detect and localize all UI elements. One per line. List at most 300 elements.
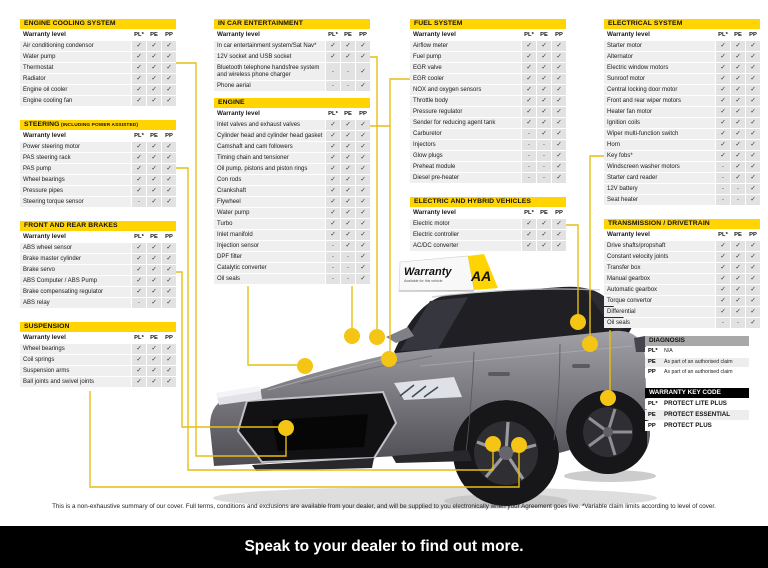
mark-cell: ✓ — [731, 296, 745, 306]
mark-cell: ✓ — [731, 63, 745, 73]
key-code-text: PROTECT PLUS — [664, 422, 712, 429]
row-label: Key fobs* — [604, 151, 715, 161]
column-header: PP — [552, 30, 566, 40]
table-row — [20, 265, 176, 275]
row-label: Con rods — [214, 175, 325, 185]
table-row — [604, 85, 760, 95]
row-label: Seat heater — [604, 195, 715, 205]
mark-cell: ✓ — [132, 52, 146, 62]
column-header: PP — [552, 208, 566, 218]
mark-cell: ✓ — [162, 265, 176, 275]
table-row — [214, 81, 370, 91]
mark-cell: ✓ — [552, 74, 566, 84]
table-row — [410, 74, 566, 84]
mark-cell: ✓ — [162, 186, 176, 196]
mark-cell: ✓ — [341, 186, 355, 196]
mark-cell: ✓ — [326, 164, 340, 174]
section-title-suffix: (INCLUDING POWER ASSISTED) — [59, 123, 139, 128]
mark-cell: ✓ — [552, 173, 566, 183]
callout-dot-front-wheel-a — [485, 436, 501, 452]
diagnosis-text: N/A — [664, 348, 673, 354]
column-header: PE — [147, 333, 161, 343]
mark-cell: ✓ — [552, 96, 566, 106]
mark-cell: ✓ — [746, 151, 760, 161]
mark-cell: ✓ — [132, 41, 146, 51]
mark-cell: ✓ — [731, 85, 745, 95]
mark-cell: ✓ — [326, 175, 340, 185]
mark-cell: ✓ — [716, 252, 730, 262]
row-label: Manual gearbox — [604, 274, 715, 284]
row-label: Electric window motors — [604, 63, 715, 73]
mark-cell: - — [716, 195, 730, 205]
row-label: Transfer box — [604, 263, 715, 273]
column-header: PE — [537, 208, 551, 218]
mark-cell: ✓ — [132, 74, 146, 84]
mark-cell: ✓ — [341, 219, 355, 229]
mark-cell: ✓ — [537, 85, 551, 95]
mark-cell: ✓ — [147, 41, 161, 51]
key-code-text: PROTECT LITE PLUS — [664, 400, 727, 407]
table-row — [410, 52, 566, 62]
mark-cell: - — [716, 184, 730, 194]
column-header: PE — [147, 232, 161, 242]
mark-cell: ✓ — [731, 140, 745, 150]
column-header: PP — [746, 30, 760, 40]
callout-line-fuel — [390, 79, 410, 352]
mark-cell: ✓ — [147, 265, 161, 275]
table-suspension — [20, 322, 176, 387]
warranty-level-label: Warranty level — [20, 333, 131, 343]
table-row — [410, 151, 566, 161]
warranty-level-label: Warranty level — [410, 208, 521, 218]
table-row — [20, 164, 176, 174]
column-header: PE — [731, 30, 745, 40]
mark-cell: ✓ — [746, 140, 760, 150]
table-row — [604, 285, 760, 295]
mark-cell: ✓ — [746, 252, 760, 262]
mark-cell: ✓ — [147, 197, 161, 207]
section-title: ENGINE COOLING SYSTEM — [20, 19, 176, 29]
mark-cell: ✓ — [132, 254, 146, 264]
table-row — [604, 296, 760, 306]
table-row — [604, 162, 760, 172]
callout-dot-hood-center — [381, 351, 397, 367]
mark-cell: ✓ — [162, 355, 176, 365]
column-header: PE — [341, 109, 355, 119]
table-row — [604, 195, 760, 205]
row-label: Carburetor — [410, 129, 521, 139]
mark-cell: ✓ — [731, 96, 745, 106]
row-label: Brake servo — [20, 265, 131, 275]
mark-cell: ✓ — [552, 219, 566, 229]
mark-cell: ✓ — [162, 377, 176, 387]
row-label: Brake master cylinder — [20, 254, 131, 264]
legend-code: PL* — [648, 401, 658, 407]
table-row — [214, 186, 370, 196]
mark-cell: - — [522, 173, 536, 183]
mark-cell: ✓ — [731, 307, 745, 317]
table-row — [604, 96, 760, 106]
mark-cell: ✓ — [162, 52, 176, 62]
table-row — [604, 129, 760, 139]
warranty-level-label: Warranty level — [410, 30, 521, 40]
row-label: Camshaft and cam followers — [214, 142, 325, 152]
row-label: Torque convertor — [604, 296, 715, 306]
cta-text: Speak to your dealer to find out more. — [244, 538, 524, 555]
table-row — [604, 307, 760, 317]
column-header: PL* — [716, 230, 730, 240]
column-header: PP — [162, 30, 176, 40]
table-row — [20, 366, 176, 376]
mark-cell: - — [716, 318, 730, 328]
mark-cell: ✓ — [746, 96, 760, 106]
row-label: Oil pump, pistons and piston rings — [214, 164, 325, 174]
section-title: SUSPENSION — [20, 322, 176, 332]
table-head-row — [410, 30, 566, 40]
section-title: IN CAR ENTERTAINMENT — [214, 19, 370, 29]
legend-code: PE — [648, 412, 656, 418]
mark-cell: ✓ — [537, 63, 551, 73]
legend-row — [645, 410, 749, 420]
row-label: ABS wheel sensor — [20, 243, 131, 253]
warranty-key-code-title: WARRANTY KEY CODE — [645, 388, 749, 398]
row-label: Electric motor — [410, 219, 521, 229]
table-row — [604, 274, 760, 284]
table-row — [410, 162, 566, 172]
row-label: Steering torque sensor — [20, 197, 131, 207]
mark-cell: ✓ — [731, 41, 745, 51]
mark-cell: ✓ — [147, 243, 161, 253]
row-label: In car entertainment system/Sat Nav* — [214, 41, 325, 51]
mark-cell: ✓ — [731, 252, 745, 262]
table-steering — [20, 120, 176, 207]
row-label: Ball joints and swivel joints — [20, 377, 131, 387]
section-title: FUEL SYSTEM — [410, 19, 566, 29]
mark-cell: ✓ — [537, 52, 551, 62]
column-header: PL* — [326, 109, 340, 119]
mark-cell: ✓ — [326, 197, 340, 207]
mark-cell: ✓ — [552, 140, 566, 150]
mark-cell: ✓ — [147, 85, 161, 95]
mark-cell: ✓ — [522, 96, 536, 106]
mark-cell: ✓ — [746, 296, 760, 306]
table-engine-cooling-system — [20, 19, 176, 106]
table-head-row — [604, 30, 760, 40]
mark-cell: ✓ — [341, 241, 355, 251]
table-engine — [214, 98, 370, 284]
mark-cell: ✓ — [731, 162, 745, 172]
table-row — [20, 74, 176, 84]
row-label: Power steering motor — [20, 142, 131, 152]
mark-cell: ✓ — [341, 175, 355, 185]
mark-cell: ✓ — [132, 355, 146, 365]
mark-cell: - — [537, 151, 551, 161]
mark-cell: ✓ — [746, 107, 760, 117]
mark-cell: ✓ — [746, 274, 760, 284]
mark-cell: ✓ — [746, 263, 760, 273]
mark-cell: ✓ — [162, 344, 176, 354]
table-row — [214, 175, 370, 185]
table-row — [20, 85, 176, 95]
warranty-level-label: Warranty level — [20, 232, 131, 242]
table-row — [20, 377, 176, 387]
row-label: Sunroof motor — [604, 74, 715, 84]
mark-cell: - — [522, 140, 536, 150]
row-label: Crankshaft — [214, 186, 325, 196]
table-transmission-drivetrain — [604, 219, 760, 328]
mark-cell: ✓ — [731, 285, 745, 295]
diagnosis-title: DIAGNOSIS — [645, 336, 749, 346]
table-row — [20, 298, 176, 308]
legend-row — [645, 358, 749, 368]
mark-cell: ✓ — [356, 120, 370, 130]
row-label: Horn — [604, 140, 715, 150]
mark-cell: ✓ — [716, 107, 730, 117]
mark-cell: - — [716, 173, 730, 183]
mark-cell: ✓ — [162, 254, 176, 264]
table-row — [604, 241, 760, 251]
mark-cell: - — [731, 195, 745, 205]
mark-cell: ✓ — [746, 85, 760, 95]
mark-cell: - — [341, 252, 355, 262]
row-label: EGR cooler — [410, 74, 521, 84]
mark-cell: ✓ — [132, 287, 146, 297]
mark-cell: ✓ — [716, 52, 730, 62]
column-header: PE — [537, 30, 551, 40]
legend-row — [645, 399, 749, 409]
row-label: Fuel pump — [410, 52, 521, 62]
roof-sign-subtitle: Available for this vehicle — [404, 279, 443, 283]
table-row — [20, 142, 176, 152]
mark-cell: ✓ — [552, 230, 566, 240]
mark-cell: ✓ — [552, 118, 566, 128]
mark-cell: ✓ — [326, 131, 340, 141]
table-row — [604, 140, 760, 150]
section-title: ELECTRICAL SYSTEM — [604, 19, 760, 29]
mark-cell: ✓ — [147, 153, 161, 163]
table-head-row — [214, 30, 370, 40]
mark-cell: - — [341, 274, 355, 284]
mark-cell: ✓ — [132, 265, 146, 275]
legend-code: PL* — [648, 348, 658, 354]
section-title: TRANSMISSION / DRIVETRAIN — [604, 219, 760, 229]
mark-cell: ✓ — [716, 307, 730, 317]
table-row — [604, 173, 760, 183]
mark-cell: ✓ — [132, 186, 146, 196]
warranty-key-code-legend — [645, 388, 749, 432]
mark-cell: ✓ — [537, 129, 551, 139]
warranty-level-label: Warranty level — [604, 230, 715, 240]
mark-cell: ✓ — [147, 52, 161, 62]
table-row — [604, 252, 760, 262]
mark-cell: ✓ — [716, 63, 730, 73]
row-label: PAS steering rack — [20, 153, 131, 163]
mark-cell: ✓ — [341, 120, 355, 130]
column-header: PL* — [522, 208, 536, 218]
table-row — [214, 219, 370, 229]
mark-cell: ✓ — [147, 63, 161, 73]
mark-cell: ✓ — [147, 287, 161, 297]
table-head-row — [20, 232, 176, 242]
row-label: EGR valve — [410, 63, 521, 73]
table-row — [214, 252, 370, 262]
mark-cell: ✓ — [522, 41, 536, 51]
mark-cell: ✓ — [731, 129, 745, 139]
mark-cell: ✓ — [522, 74, 536, 84]
mark-cell: - — [537, 162, 551, 172]
mark-cell: ✓ — [746, 41, 760, 51]
mark-cell: ✓ — [746, 118, 760, 128]
mark-cell: ✓ — [716, 41, 730, 51]
table-row — [604, 52, 760, 62]
callout-dot-hood-left — [297, 358, 313, 374]
door-handle — [488, 372, 510, 376]
mark-cell: ✓ — [356, 131, 370, 141]
column-header: PL* — [326, 30, 340, 40]
mark-cell: ✓ — [356, 219, 370, 229]
table-row — [20, 96, 176, 106]
column-header: PE — [147, 30, 161, 40]
mark-cell: ✓ — [132, 377, 146, 387]
row-label: NOX and oxygen sensors — [410, 85, 521, 95]
mark-cell: ✓ — [716, 74, 730, 84]
column-header: PP — [162, 131, 176, 141]
mark-cell: ✓ — [552, 107, 566, 117]
mark-cell: ✓ — [356, 186, 370, 196]
table-row — [20, 175, 176, 185]
mark-cell: - — [731, 184, 745, 194]
column-header: PP — [162, 232, 176, 242]
mark-cell: ✓ — [746, 241, 760, 251]
table-row — [20, 186, 176, 196]
mark-cell: - — [522, 151, 536, 161]
mark-cell: - — [522, 162, 536, 172]
mark-cell: ✓ — [326, 120, 340, 130]
mark-cell: ✓ — [731, 52, 745, 62]
row-label: Automatic gearbox — [604, 285, 715, 295]
table-row — [20, 355, 176, 365]
mark-cell: ✓ — [716, 285, 730, 295]
section-title: FRONT AND REAR BRAKES — [20, 221, 176, 231]
mark-cell: ✓ — [147, 175, 161, 185]
row-label: AC/DC converter — [410, 241, 521, 251]
row-label: Wiper multi-function switch — [604, 129, 715, 139]
row-label: Injection sensor — [214, 241, 325, 251]
mark-cell: ✓ — [522, 107, 536, 117]
table-row — [604, 41, 760, 51]
mark-cell: ✓ — [356, 175, 370, 185]
table-row — [604, 184, 760, 194]
mark-cell: ✓ — [537, 118, 551, 128]
row-label: Thermostat — [20, 63, 131, 73]
table-row — [214, 164, 370, 174]
mark-cell: ✓ — [147, 254, 161, 264]
table-row — [20, 243, 176, 253]
mark-cell: ✓ — [356, 142, 370, 152]
roof-sign — [399, 254, 498, 291]
row-label: Sender for reducing agent tank — [410, 118, 521, 128]
mark-cell: ✓ — [356, 164, 370, 174]
mark-cell: ✓ — [147, 164, 161, 174]
row-label: ABS relay — [20, 298, 131, 308]
mark-cell: ✓ — [746, 307, 760, 317]
mark-cell: ✓ — [746, 74, 760, 84]
row-label: Oil seals — [604, 318, 715, 328]
table-row — [20, 63, 176, 73]
row-label: Inlet valves and exhaust valves — [214, 120, 325, 130]
warranty-level-label: Warranty level — [214, 30, 325, 40]
column-left — [20, 19, 176, 388]
table-row — [410, 173, 566, 183]
column-header: PL* — [132, 30, 146, 40]
mark-cell: ✓ — [162, 366, 176, 376]
table-head-row — [214, 109, 370, 119]
row-label: Oil seals — [214, 274, 325, 284]
mark-cell: ✓ — [147, 74, 161, 84]
mark-cell: ✓ — [132, 63, 146, 73]
row-label: Engine cooling fan — [20, 96, 131, 106]
mark-cell: ✓ — [746, 52, 760, 62]
table-row — [410, 96, 566, 106]
mark-cell: - — [326, 81, 340, 91]
mark-cell: ✓ — [162, 243, 176, 253]
table-row — [410, 140, 566, 150]
row-label: Air conditioning condensor — [20, 41, 131, 51]
mark-cell: ✓ — [341, 142, 355, 152]
mark-cell: ✓ — [162, 142, 176, 152]
table-row — [214, 197, 370, 207]
table-head-row — [604, 230, 760, 240]
row-label: ABS Computer / ABS Pump — [20, 276, 131, 286]
mark-cell: ✓ — [162, 298, 176, 308]
row-label: Flywheel — [214, 197, 325, 207]
mark-cell: ✓ — [552, 85, 566, 95]
row-label: Alternator — [604, 52, 715, 62]
table-head-row — [410, 208, 566, 218]
mark-cell: ✓ — [731, 151, 745, 161]
table-electric-and-hybrid-vehicles — [410, 197, 566, 251]
row-label: Wheel bearings — [20, 175, 131, 185]
mark-cell: - — [537, 173, 551, 183]
mark-cell: ✓ — [731, 274, 745, 284]
column-header: PP — [162, 333, 176, 343]
row-label: Brake compensating regulator — [20, 287, 131, 297]
mark-cell: ✓ — [552, 162, 566, 172]
row-label: Central locking door motor — [604, 85, 715, 95]
mark-cell: ✓ — [147, 377, 161, 387]
mark-cell: ✓ — [162, 96, 176, 106]
column-header: PP — [746, 230, 760, 240]
mark-cell: ✓ — [341, 164, 355, 174]
mark-cell: ✓ — [522, 241, 536, 251]
row-label: DPF filter — [214, 252, 325, 262]
mark-cell: ✓ — [731, 173, 745, 183]
mark-cell: ✓ — [716, 140, 730, 150]
mark-cell: ✓ — [162, 85, 176, 95]
column-header: PP — [356, 30, 370, 40]
mark-cell: - — [326, 63, 340, 80]
table-row — [20, 276, 176, 286]
mark-cell: ✓ — [522, 63, 536, 73]
mark-cell: ✓ — [132, 85, 146, 95]
mark-cell: ✓ — [147, 276, 161, 286]
mark-cell: - — [326, 274, 340, 284]
mark-cell: ✓ — [746, 63, 760, 73]
mark-cell: - — [537, 140, 551, 150]
mark-cell: ✓ — [132, 96, 146, 106]
mark-cell: - — [326, 241, 340, 251]
callout-dot-grille — [278, 420, 294, 436]
